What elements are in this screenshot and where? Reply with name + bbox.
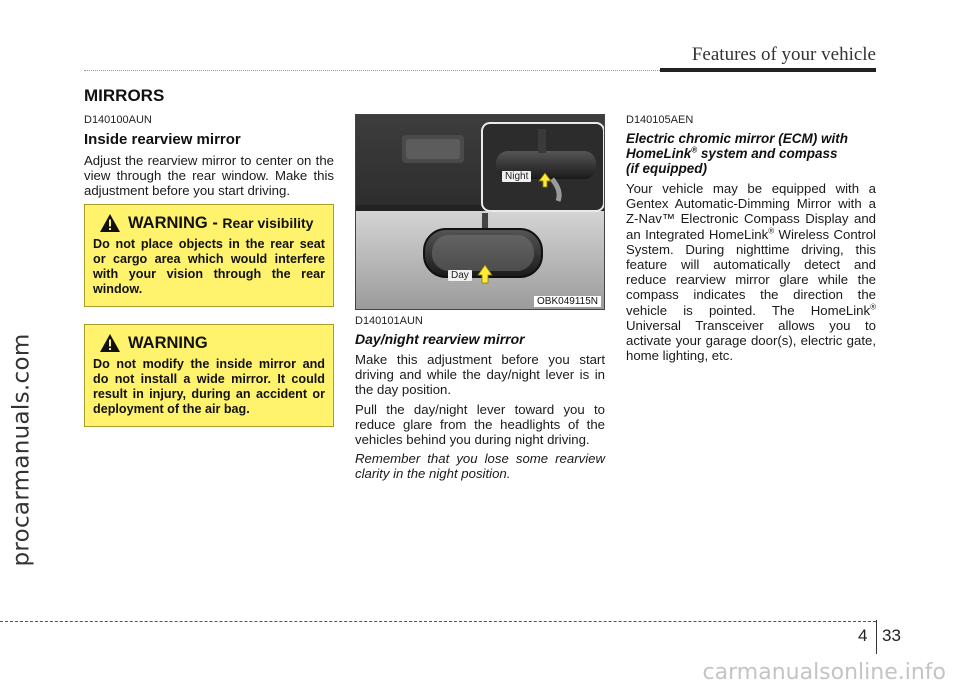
watermark-left-text: procarmanuals.com [9,333,36,567]
heading-inside-rearview-mirror: Inside rearview mirror [84,131,241,148]
paragraph-rearview-clarity: Remember that you lose some rearview clarity in the night position. [355,451,605,482]
section-code: D140105AEN [626,114,694,126]
watermark-left [2,230,42,670]
footer-dashed-rule [0,621,876,622]
column-2 [355,315,605,486]
paragraph-night-lever: Pull the day/night lever toward you to reduce glare from the headlights of the vehicles behind you during night driving. [355,401,605,448]
photo-code: OBK049115N [534,296,601,307]
warning-title: WARNING [128,333,208,352]
heading-ecm-part-b: system and compass [697,146,838,161]
warning-header [99,213,325,233]
photo-label-night: Night [502,171,531,182]
section-code: D140101AUN [355,315,423,327]
header-thick-rule [660,68,876,72]
paragraph-ecm-description [626,181,876,363]
ecm-text-b: Wireless Control System. During nighttime driving, this feature will automatically detect and reduce rearview mirror glare while the compass indicates the direction the vehicle is pointed. The HomeLink [626,226,876,318]
heading-ecm-part-c: (if equipped) [626,161,707,176]
page-number: 33 [882,626,901,645]
warning-box-rear-visibility [84,204,334,307]
column-3 [626,114,876,367]
registered-mark: ® [691,145,698,155]
section-title: MIRRORS [84,86,165,105]
paragraph-day-position: Make this adjustment before you start driving and while the day/night lever is in the day position. [355,352,605,398]
registered-mark: ® [870,302,876,312]
photo-label-day: Day [448,270,472,281]
column-1 [84,114,334,203]
heading-ecm-homelink [626,131,876,176]
paragraph-adjust-mirror: Adjust the rearview mirror to center on the view through the rear window. Make this adjustment before you start driving. [84,153,334,199]
heading-ecm-part-a: Electric chromic mirror (ECM) with HomeLink [626,131,849,161]
chapter-number: 4 [858,626,868,645]
registered-mark: ® [768,226,775,236]
warning-triangle-icon [99,333,121,353]
section-code: D140100AUN [84,114,152,126]
warning-box-mirror-modification [84,324,334,427]
page-number-separator [876,620,877,654]
heading-day-night-mirror: Day/night rearview mirror [355,331,525,347]
warning-text: Do not modify the inside mirror and do not install a wide mirror. It could result in injury, during an accident or deployment of the air bag. [93,357,325,416]
ecm-text-a: Your vehicle may be equipped with a Gentex Automatic-Dimming Mirror with a Z-Nav™ Electronic Compass Display and an Integrated HomeLink [626,181,876,242]
warning-title [128,214,313,233]
warning-title-main: WARNING - [128,213,223,232]
ecm-text-c: Universal Transceiver allows you to activate your garage door(s), electric gate, home lighting, etc. [626,317,876,364]
warning-triangle-icon [99,213,121,233]
running-header-title: Features of your vehicle [691,44,876,65]
mirror-illustration [356,115,605,310]
warning-subtitle: Rear visibility [222,214,314,231]
warning-header [99,333,325,353]
warning-text: Do not place objects in the rear seat or cargo area which would interfere with your vision through the rear window. [93,237,325,296]
watermark-bottom: carmanualsonline.info [702,660,946,685]
rearview-mirror-photo [355,114,605,310]
